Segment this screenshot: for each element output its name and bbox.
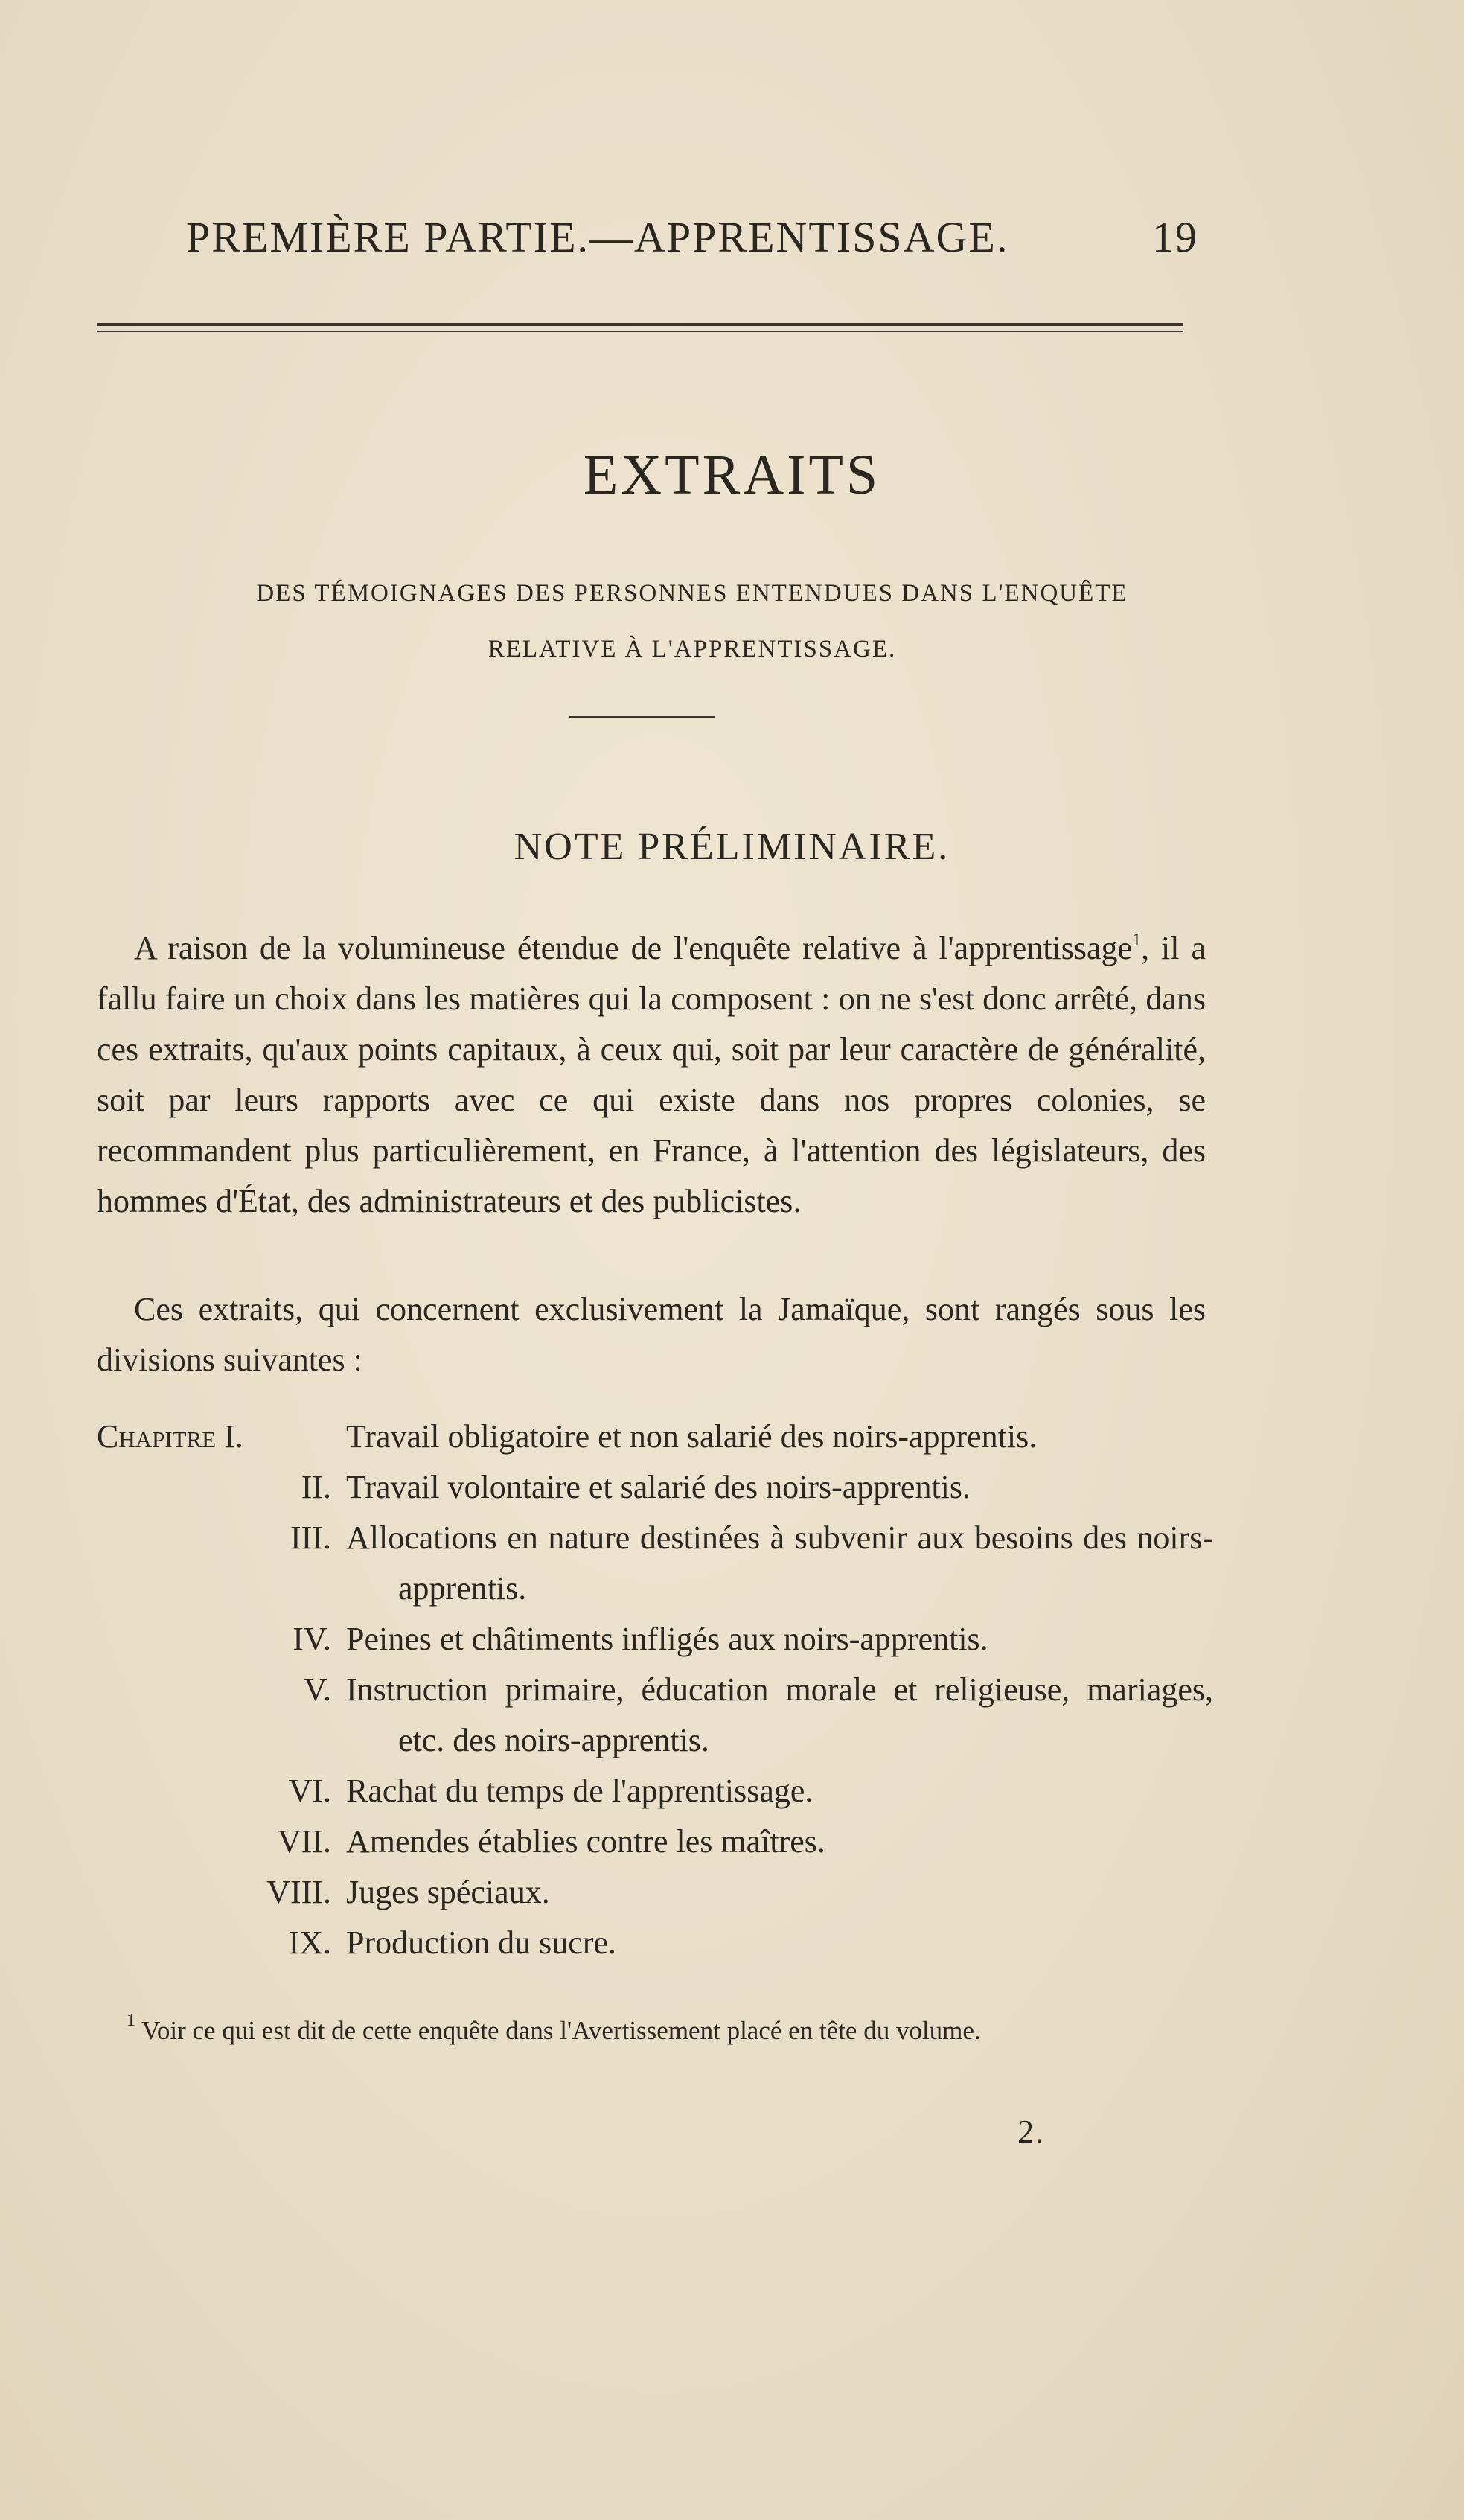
paragraph-2-text: Ces extraits, qui concernent exclusivement la Jamaïque, sont rangés sous les divisions suivantes : xyxy=(97,1291,1206,1378)
chapter-row xyxy=(97,1766,1213,1816)
running-title: PREMIÈRE PARTIE.—APPRENTISSAGE. xyxy=(186,213,1009,261)
chapter-text: Production du sucre. xyxy=(346,1924,616,1961)
chapter-numeral: I. xyxy=(224,1418,243,1455)
chapter-text: Travail obligatoire et non salarié des noirs-apprentis. xyxy=(346,1418,1038,1455)
footnote-reference: 1 xyxy=(1132,931,1142,950)
chapter-text: Peines et châtiments infligés aux noirs-apprentis. xyxy=(346,1621,988,1657)
chapter-text: Juges spéciaux. xyxy=(346,1874,550,1910)
chapter-numeral: III. xyxy=(290,1519,331,1556)
chapter-numeral: IV. xyxy=(293,1621,331,1657)
chapter-row xyxy=(97,1513,1213,1614)
chapter-row xyxy=(97,1614,1213,1665)
header-rule-thick xyxy=(97,323,1183,326)
chapter-numeral: II. xyxy=(301,1469,331,1505)
subtitle-line-2: RELATIVE À L'APPRENTISSAGE. xyxy=(488,636,897,663)
chapter-numeral: V. xyxy=(303,1671,331,1708)
paragraph-1-text-start: A raison de la volumineuse étendue de l'enquête relative à l'apprentissage xyxy=(134,930,1133,966)
footnote-mark: 1 xyxy=(127,2011,135,2030)
subtitle xyxy=(149,566,1236,677)
chapter-text: Travail volontaire et salarié des noirs-apprentis. xyxy=(346,1469,971,1505)
chapter-row xyxy=(97,1462,1213,1513)
chapter-text: Instruction primaire, éducation morale et religieuse, mariages, etc. des noirs-apprentis. xyxy=(346,1671,1213,1758)
paragraph-1-text-end: , il a fallu faire un choix dans les matières qui la composent : on ne s'est donc arrêté, dans ces extraits, qu'aux points capitaux, à ceux qui, soit par leur caractère de généralité, soit par leurs rapports avec ce qui existe dans nos propres colonies, se recommandent plus particulièrement, en France, à l'attention des législateurs, des hommes d'État, des administrateurs et des publicistes. xyxy=(97,930,1206,1219)
section-title: NOTE PRÉLIMINAIRE. xyxy=(514,826,950,868)
chapter-row xyxy=(97,1918,1213,1968)
chapter-row xyxy=(97,1867,1213,1918)
signature-mark: 2. xyxy=(1017,2114,1045,2150)
footnote xyxy=(97,2010,1213,2051)
chapter-row xyxy=(97,1816,1213,1867)
chapter-text: Rachat du temps de l'apprentissage. xyxy=(346,1773,813,1809)
chapter-numeral: IX. xyxy=(288,1924,331,1961)
page-number: 19 xyxy=(1152,213,1198,261)
subtitle-line-1: DES TÉMOIGNAGES DES PERSONNES ENTENDUES DANS L'ENQUÊTE xyxy=(256,580,1128,607)
paragraph-1 xyxy=(97,923,1206,1227)
paragraph-2 xyxy=(97,1284,1206,1385)
running-head xyxy=(186,212,1198,262)
footnote-text: Voir ce qui est dit de cette enquête dans l'Avertissement placé en tête du volume. xyxy=(141,2016,981,2045)
chapter-row xyxy=(97,1665,1213,1766)
header-rule-thin xyxy=(97,331,1183,332)
chapter-numeral: VIII. xyxy=(266,1874,331,1910)
chapter-numeral: VI. xyxy=(288,1773,331,1809)
chapter-numeral: VII. xyxy=(277,1823,331,1860)
chapter-label: Chapitre xyxy=(97,1418,217,1455)
page-title: EXTRAITS xyxy=(583,444,881,506)
chapter-label-cell xyxy=(97,1411,346,1462)
chapter-text: Allocations en nature destinées à subvenir aux besoins des noirs-apprentis. xyxy=(346,1519,1213,1607)
section-divider xyxy=(569,716,715,718)
chapter-list xyxy=(97,1411,1213,1968)
chapter-row xyxy=(97,1411,1213,1462)
chapter-text: Amendes établies contre les maîtres. xyxy=(346,1823,825,1860)
